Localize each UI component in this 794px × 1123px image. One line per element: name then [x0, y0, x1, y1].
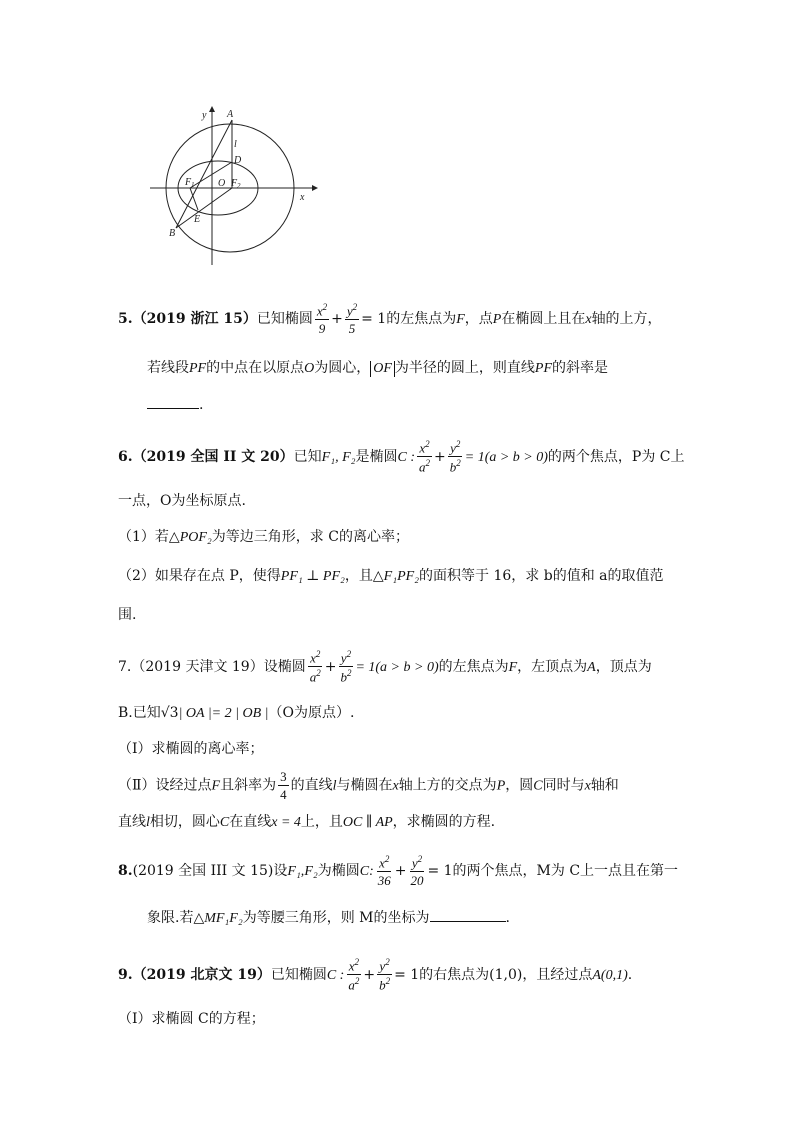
- fraction: $\frac{x^2}{a^2}$: [419, 439, 431, 475]
- q9-source: （2019 北京文 19）: [132, 966, 271, 983]
- q9-line1: 9.（2019 北京文 19）已知椭圆C : $\frac{x^2}{a^2}$ + $\frac{y^2}{b^2}$ = 1的右焦点为(1,0)，且经过点A(0,1).: [118, 957, 633, 993]
- q7-part1: （Ⅰ）求椭圆的离心率；: [118, 741, 264, 757]
- q6-source: （2019 全国 II 文 20）: [132, 448, 294, 465]
- y-arrow: [209, 106, 215, 112]
- fraction: $\frac{3}{4}$: [280, 769, 287, 802]
- q8-line1: 8.(2019 全国 III 文 15)设F₁,F₂为椭圆C: $\frac{x^2}{36}$ + $\frac{y^2}{20}$ = 1的两个焦点，M为 C上一点且在第一: [118, 854, 679, 889]
- answer-blank: [430, 909, 506, 922]
- label-O: O: [218, 178, 226, 189]
- q5-number: 5.: [118, 311, 133, 328]
- q7-part2-cont: 直线l相切，圆心C在直线x = 4上，且OC ∥ AP，求椭圆的方程.: [118, 814, 496, 830]
- answer-blank: [147, 396, 199, 409]
- label-A: A: [227, 109, 234, 120]
- q6-line1: 6.（2019 全国 II 文 20）已知F₁, F₂是椭圆C : $\frac{x^2}{a^2}$ + $\frac{y^2}{b^2}$ = 1(a > b > 0)的两个焦点，P为 C上: [118, 439, 685, 475]
- fraction: $\frac{y^2}{b^2}$: [379, 957, 391, 993]
- q5-source: （2019 浙江 15）: [132, 311, 257, 328]
- label-D: D: [234, 155, 242, 166]
- q7-line2: B.已知√3| OA |= 2 | OB |（O为原点）.: [118, 705, 355, 721]
- q9-part1: （Ⅰ）求椭圆 C的方程；: [118, 1011, 265, 1027]
- label-E: E: [194, 214, 201, 225]
- q7-part2: （Ⅱ）设经过点F且斜率为 $\frac{3}{4}$ 的直线l与椭圆在x轴上方的交点为P，圆C同时与x轴和: [118, 769, 619, 802]
- label-l: l: [234, 139, 237, 150]
- q9-number: 9.: [118, 966, 133, 983]
- label-F1-sub: 1: [191, 181, 195, 189]
- q5-line1: 5.（2019 浙江 15）已知椭圆 $\frac{x^2}{9}$ + $\frac{y^2}{5}$ = 1的左焦点为F，点P在椭圆上且在x轴的上方，: [118, 302, 662, 337]
- fraction: $\frac{y^2}{20}$: [410, 854, 424, 889]
- q6-number: 6.: [118, 448, 133, 465]
- fraction: $\frac{y^2}{5}$: [346, 302, 358, 337]
- ellipse-figure: [140, 100, 320, 275]
- segment-AB: [176, 120, 232, 228]
- abs-OF: OF: [370, 361, 395, 377]
- q7-line1: 7.（2019 天津文 19）设椭圆 $\frac{x^2}{a^2}$ + $\frac{y^2}{b^2}$ = 1(a > b > 0)的左焦点为F，左顶点为A，顶点为: [118, 649, 652, 685]
- q7-source: （2019 天津文 19）: [131, 658, 264, 675]
- segment-F1D: [190, 162, 232, 188]
- label-F2-sub: 2: [237, 182, 241, 190]
- q5-line3: .: [147, 396, 203, 413]
- fraction: $\frac{y^2}{b^2}$: [449, 439, 461, 475]
- q6-part1: （1）若△POF₂为等边三角形，求 C的离心率；: [118, 529, 409, 545]
- q7-number: 7.: [118, 658, 132, 675]
- q8-line2: 象限.若△MF₁F₂为等腰三角形，则 M的坐标为 .: [147, 910, 510, 926]
- q8-number: 8.: [118, 863, 133, 880]
- x-arrow: [312, 185, 318, 191]
- q6-part2: （2）如果存在点 P，使得PF₁ ⊥ PF₂，且△F₁PF₂的面积等于 16，求 b的值和 a的取值范: [118, 568, 664, 584]
- fraction: $\frac{y^2}{b^2}$: [340, 649, 352, 685]
- fraction: $\frac{x^2}{a^2}$: [348, 957, 360, 993]
- label-B: B: [169, 228, 176, 239]
- q6-line2: 一点，O为坐标原点.: [118, 493, 246, 509]
- q5-text: 已知椭圆: [256, 311, 313, 328]
- label-F1: F: [185, 177, 192, 188]
- fraction: $\frac{x^2}{9}$: [316, 302, 328, 337]
- q5-line2: 若线段PF的中点在以原点O为圆心， OF 为半径的圆上，则直线PF的斜率是: [147, 360, 609, 376]
- segment-BF2: [176, 188, 232, 228]
- q6-part2-cont: 围.: [118, 607, 137, 623]
- label-x: x: [300, 192, 305, 203]
- label-y: y: [202, 110, 207, 121]
- fraction: $\frac{x^2}{a^2}$: [309, 649, 321, 685]
- fraction: $\frac{x^2}{36}$: [377, 854, 391, 889]
- label-F2: F: [231, 178, 238, 189]
- ellipse-diagram: [140, 100, 320, 275]
- q8-source: (2019 全国 III 文 15): [132, 863, 274, 880]
